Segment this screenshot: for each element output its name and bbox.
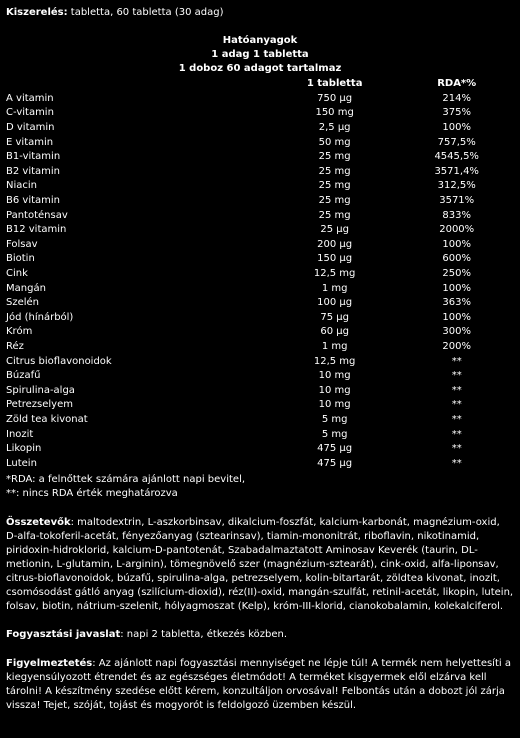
row-value: 12,5 mg [313, 268, 356, 280]
row-rda: ** [451, 370, 462, 382]
table-row [6, 267, 514, 282]
row-name: Petrezselyem [6, 399, 73, 411]
row-rda: 100% [442, 122, 471, 134]
row-value: 150 mg [315, 107, 354, 119]
table-row [6, 398, 514, 413]
row-name: Citrus bioflavonoidok [6, 355, 112, 367]
row-value: 475 µg [317, 457, 353, 469]
row-value: 25 mg [318, 195, 351, 207]
consumption-text: : napi 2 tabletta, étkezés közben. [120, 629, 288, 641]
row-value: 200 µg [317, 238, 353, 250]
table-row [6, 252, 514, 267]
table-notes [6, 473, 514, 501]
header-title: Hatóanyagok [222, 35, 298, 46]
table-row [6, 456, 514, 471]
table-row [6, 325, 514, 340]
row-rda: 3571,4% [434, 165, 479, 177]
warning-text: : Az ajánlott napi fogyasztási mennyiséget ne lépje túl! A termék nem helyettesíti a kiegyensúlyozott étrendet és az egészséges életmódot! A terméket kisgyermek elől elzárva kell tárolni! A készítmény szedése előtt kérem, konzultáljon orvosával! Felbontás után a dobozt jól zárja vissza! Tejet, szóját, tojást és mogyorót is feldolgozó üzemben készül. [6, 658, 511, 712]
row-name: Cink [6, 268, 28, 280]
row-value: 5 mg [321, 413, 348, 425]
row-value: 10 mg [318, 370, 351, 382]
row-value: 25 mg [318, 151, 351, 163]
ingredients-header [6, 34, 514, 76]
table-row [6, 427, 514, 442]
row-value: 25 mg [318, 180, 351, 192]
header-package: 1 doboz 60 adagot tartalmaz [178, 63, 342, 74]
row-name: A vitamin [6, 92, 54, 104]
row-value: 12,5 mg [313, 355, 356, 367]
row-value: 750 µg [317, 92, 353, 104]
row-name: D vitamin [6, 122, 55, 134]
row-name: C-vitamin [6, 107, 54, 119]
nutrition-table [6, 77, 514, 471]
packaging-value: tabletta, 60 tabletta (30 adag) [67, 7, 224, 18]
row-value: 1 mg [321, 282, 348, 294]
row-rda: ** [451, 384, 462, 396]
row-rda: 300% [442, 326, 471, 338]
row-name: Biotin [6, 253, 35, 265]
row-value: 50 mg [318, 136, 351, 148]
row-name: Mangán [6, 282, 46, 294]
row-name: Pantoténsav [6, 209, 68, 221]
row-rda: ** [451, 399, 462, 411]
table-row [6, 223, 514, 238]
row-name: Inozit [6, 428, 34, 440]
table-row [6, 413, 514, 428]
row-name: Niacin [6, 180, 38, 192]
note-no-rda: **: nincs RDA érték meghatározva [6, 488, 178, 500]
table-header-row [6, 77, 514, 92]
row-name: B2 vitamin [6, 165, 61, 177]
row-rda: 214% [442, 92, 471, 104]
row-value: 10 mg [318, 399, 351, 411]
row-rda: 363% [442, 297, 471, 309]
row-name: B1-vitamin [6, 151, 61, 163]
table-row [6, 150, 514, 165]
row-value: 475 µg [317, 443, 353, 455]
table-row [6, 311, 514, 326]
row-name: Jód (hínárból) [6, 311, 74, 323]
row-rda: 312,5% [437, 180, 476, 192]
row-rda: 4545,5% [434, 151, 479, 163]
consumption-paragraph [6, 628, 514, 642]
row-name: B12 vitamin [6, 224, 67, 236]
ingredients-text: : maltodextrin, L-aszkorbinsav, dikalcium-foszfát, kalcium-karbonát, magnézium-oxid, D-alfa-tokoferil-acetát, fényezőanyag (sztearinsav), tiamin-mononitrát, riboflavin, nikotinamid, piridoxin-hidroklorid, kalcium-D-pantotenát, Szabadalmaztatott Aminosav Keverék (taurin, DL-metionin, L-glutamin, L-arginin), tömegnövelő szer (magnézium-sztearát), cink-oxid, alfa-liponsav, citrus-bioflavonoidok, búzafű, spirulina-alga, petrezselyem, kolin-bitartarát, zöldtea kivonat, inozit, csomósodást gátló anyag (szilícium-dioxid), réz(II)-oxid, mangán-szulfát, retinil-acetát, likopin, lutein, folsav, biotin, nátrium-szelenit, hólyagmoszat (Kelp), króm-III-klorid, cianokobalamin, kolekalciferol. [6, 517, 514, 613]
ingredients-label: Összetevők [6, 517, 71, 529]
table-row [6, 92, 514, 107]
packaging-line [6, 6, 514, 20]
row-rda: 100% [442, 282, 471, 294]
table-row [6, 179, 514, 194]
row-rda: 100% [442, 238, 471, 250]
row-value: 1 mg [321, 340, 348, 352]
row-value: 5 mg [321, 428, 348, 440]
table-row [6, 296, 514, 311]
row-rda: 100% [442, 311, 471, 323]
row-name: Lutein [6, 457, 37, 469]
table-row [6, 135, 514, 150]
row-rda: ** [451, 355, 462, 367]
warning-label: Figyelmeztetés [6, 658, 93, 670]
row-rda: 833% [442, 209, 471, 221]
row-name: Zöld tea kivonat [6, 413, 88, 425]
col-header-name [6, 77, 270, 92]
table-row [6, 121, 514, 136]
table-row [6, 340, 514, 355]
nutrition-table-body [6, 92, 514, 471]
row-rda: 250% [442, 268, 471, 280]
row-value: 10 mg [318, 384, 351, 396]
table-row [6, 106, 514, 121]
row-name: E vitamin [6, 136, 54, 148]
table-row [6, 354, 514, 369]
row-name: Spirulina-alga [6, 384, 75, 396]
table-row [6, 208, 514, 223]
col-header-value: 1 tabletta [306, 78, 363, 90]
row-rda: 375% [442, 107, 471, 119]
row-rda: ** [451, 457, 462, 469]
row-name: Króm [6, 326, 33, 338]
row-name: Szelén [6, 297, 40, 309]
row-value: 150 µg [317, 253, 353, 265]
row-rda: 200% [442, 340, 471, 352]
table-row [6, 442, 514, 457]
row-value: 25 mg [318, 209, 351, 221]
row-rda: 3571% [439, 195, 475, 207]
row-rda: ** [451, 413, 462, 425]
note-rda: *RDA: a felnőttek számára ajánlott napi bevitel, [6, 474, 246, 486]
col-header-rda: RDA*% [437, 78, 477, 90]
row-value: 25 mg [318, 165, 351, 177]
consumption-label: Fogyasztási javaslat [6, 629, 121, 641]
packaging-label: Kiszerelés: [6, 7, 68, 18]
row-value: 100 µg [317, 297, 353, 309]
header-serving: 1 adag 1 tabletta [211, 49, 309, 60]
row-name: Likopin [6, 443, 42, 455]
row-name: B6 vitamin [6, 195, 61, 207]
row-value: 2,5 µg [318, 122, 351, 134]
row-value: 60 µg [320, 326, 349, 338]
row-rda: 2000% [439, 224, 475, 236]
row-value: 75 µg [320, 311, 349, 323]
table-row [6, 383, 514, 398]
table-row [6, 238, 514, 253]
row-rda: 757,5% [437, 136, 476, 148]
table-row [6, 165, 514, 180]
table-row [6, 369, 514, 384]
row-rda: 600% [442, 253, 471, 265]
warning-paragraph [6, 657, 514, 713]
row-rda: ** [451, 428, 462, 440]
ingredients-paragraph [6, 516, 514, 614]
row-name: Réz [6, 340, 24, 352]
table-row [6, 281, 514, 296]
row-name: Folsav [6, 238, 38, 250]
row-name: Búzafű [6, 370, 41, 382]
row-rda: ** [451, 443, 462, 455]
row-value: 25 µg [320, 224, 349, 236]
table-row [6, 194, 514, 209]
